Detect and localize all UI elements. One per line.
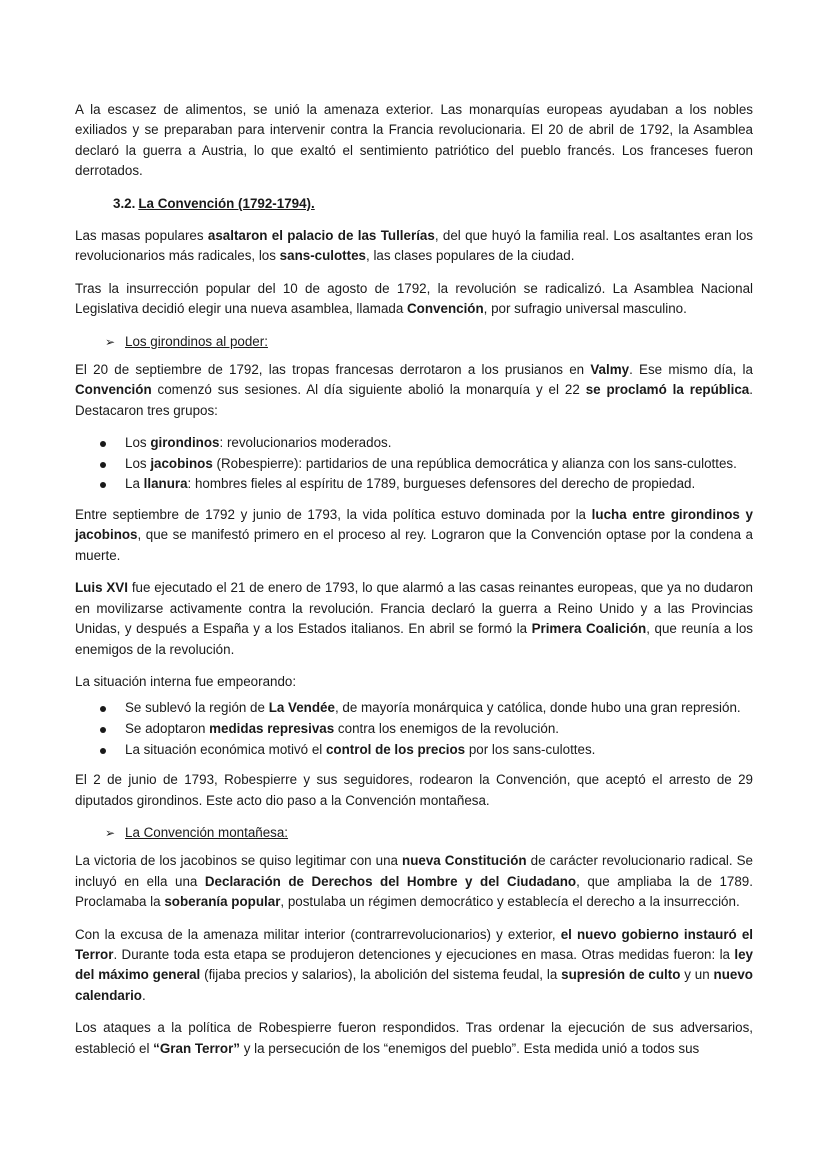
list-item: Los girondinos: revolucionarios moderados. [125,433,753,454]
arrow-bullet-icon: ➢ [105,825,116,840]
subheading-title: Los girondinos al poder: [125,333,268,349]
paragraph-constitution: La victoria de los jacobinos se quiso legitimar con una nueva Constitución de carácter revolucionario radical. Se incluyó en ella una Declaración de Derechos del Hombre y del Ciudadano, que ampliaba la de 1789. Proclamaba la soberanía popular, postulaba un régimen democrático y establecía el derecho a la insurrección. [75,853,754,910]
internal-list [75,698,753,760]
list-item: Los jacobinos (Robespierre): partidarios de una república democrática y alianza con los sans-culottes. [125,454,753,475]
section-heading [75,194,753,214]
list-item: Se adoptaron medidas represivas contra los enemigos de la revolución. [125,719,753,740]
subheading-title: La Convención montañesa: [125,824,289,840]
paragraph-struggle: Entre septiembre de 1792 y junio de 1793, la vida política estuvo dominada por la lucha entre girondinos y jacobinos, que se manifestó primero en el proceso al rey. Lograron que la Convención optase por la condena a muerte. [75,507,753,563]
paragraph-valmy: El 20 de septiembre de 1792, las tropas francesas derrotaron a los prusianos en Valmy. Ese mismo día, la Convención comenzó sus sesiones. Al día siguiente abolió la monarquía y el 22 se proclamó la república. Destacaron tres grupos: [75,362,753,418]
paragraph-internal-situation: La situación interna fue empeorando: [75,673,297,689]
section-number: 3.2. [113,195,136,211]
paragraph-external-threat: A la escasez de alimentos, se unió la amenaza exterior. Las monarquías europeas ayudaban a los nobles exiliados y se preparaban para intervenir contra la Francia revolucionaria. El 20 de abril de 1792, la Asamblea declaró la guerra a Austria, lo que exaltó el sentimiento patriótico del pueblo francés. Los franceses fueron derrotados. [75,102,753,179]
list-item: Se sublevó la región de La Vendée, de mayoría monárquica y católica, donde hubo una gran represión. [125,698,753,719]
list-item: La llanura: hombres fieles al espíritu de 1789, burgueses defensores del derecho de propiedad. [125,474,753,495]
list-item: La situación económica motivó el control de los precios por los sans-culottes. [125,740,753,761]
arrow-bullet-icon: ➢ [105,334,116,349]
section-title: La Convención (1792-1794). [138,195,315,211]
paragraph-tullerias: Las masas populares asaltaron el palacio de las Tullerías, del que huyó la familia real. Los asaltantes eran los revolucionarios más radicales, los sans-culottes, las clases populares de la ciudad. [75,228,753,264]
paragraph-terror: Con la excusa de la amenaza militar interior (contrarrevolucionarios) y exterior, el nuevo gobierno instauró el Terror. Durante toda esta etapa se produjeron detenciones y ejecuciones en masa. Otras medidas fueron: la ley del máximo general (fijaba precios y salarios), la abolición del sistema feudal, la supresión de culto y un nuevo calendario. [75,926,754,1003]
subheading-montanesa [75,823,753,843]
groups-list [75,433,753,495]
paragraph-june-1793: El 2 de junio de 1793, Robespierre y sus seguidores, rodearon la Convención, que aceptó el arresto de 29 diputados girondinos. Este acto dio paso a la Convención montañesa. [75,772,753,808]
paragraph-gran-terror: Los ataques a la política de Robespierre fueron respondidos. Tras ordenar la ejecución de sus adversarios, estableció el “Gran Terror” y la persecución de los “enemigos del pueblo”. Esta medida unió a todos sus [75,1020,753,1056]
subheading-girondinos [75,332,753,352]
paragraph-louis-xvi: Luis XVI fue ejecutado el 21 de enero de 1793, lo que alarmó a las casas reinantes europeas, que ya no dudaron en movilizarse activamente contra la revolución. Francia declaró la guerra a Reino Unido y a las Provincias Unidas, y después a España y a los Estados italianos. En abril se formó la Primera Coalición, que reunía a los enemigos de la revolución. [75,580,753,657]
paragraph-insurrection: Tras la insurrección popular del 10 de agosto de 1792, la revolución se radicalizó. La Asamblea Nacional Legislativa decidió elegir una nueva asamblea, llamada Convención, por sufragio universal masculino. [75,280,753,317]
